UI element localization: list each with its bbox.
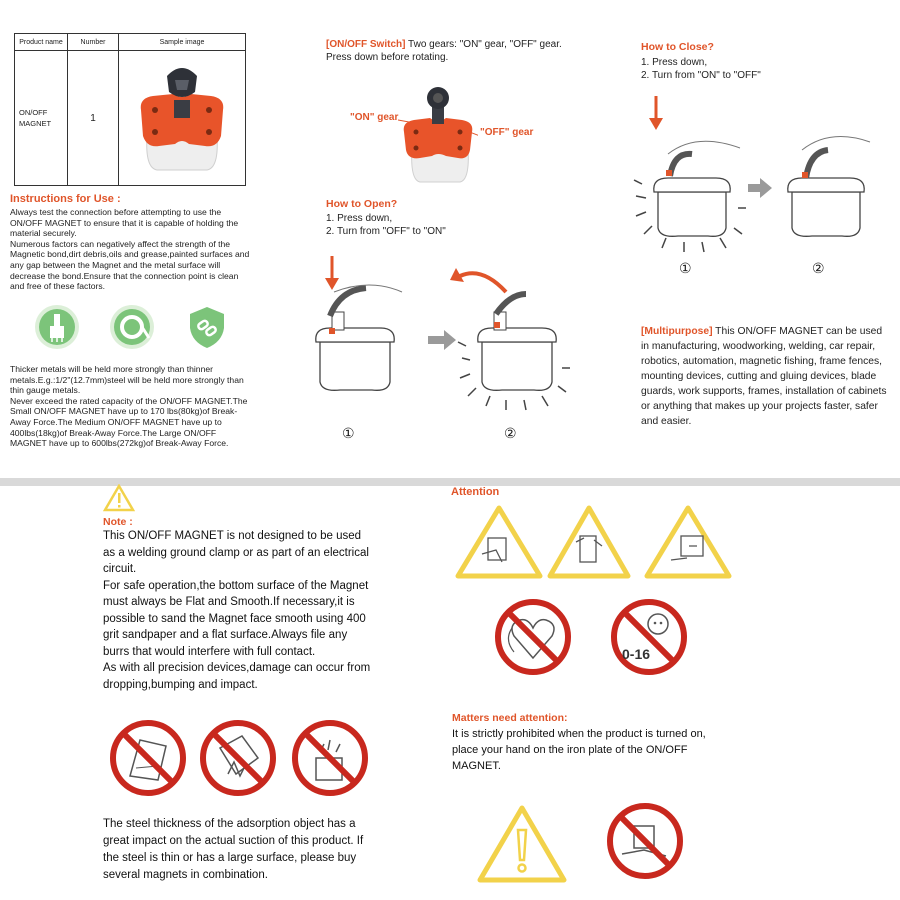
warning-device-icon bbox=[544, 502, 634, 582]
tape-roll-icon bbox=[109, 304, 155, 350]
instructions-paragraph-2: Numerous factors can negatively affect the strength of the Magnetic bond,dirt debris,oils and grease,painted surfaces and any gap between the Magnet and the metal surface will decrease the bond.Ensure that the connection point is clean and free of these factors. bbox=[10, 238, 250, 292]
warning-exclamation-icon bbox=[474, 802, 570, 886]
no-impact-icon bbox=[290, 718, 370, 798]
magnet-product-image bbox=[127, 58, 237, 178]
open-step-1: 1. Press down, bbox=[326, 213, 393, 224]
note-text bbox=[103, 528, 375, 693]
off-gear-label: "OFF" gear bbox=[480, 127, 534, 138]
instructions-paragraph-4: Never exceed the rated capacity of the ON/OFF MAGNET.The Small ON/OFF MAGNET have up to 170 lbs(80kg)of Break-Away Force.The Medium ON/OFF MAGNET have up to 400lbs(18kg)of Break-Away Force.The Large ON/OFF MAGNET have up to 600lbs(272kg)of Break-Away Force. bbox=[10, 395, 248, 449]
multipurpose-body: This ON/OFF MAGNET can be used in manufacturing, woodworking, welding, car repair, robotics, automation, magnetic fishing, frame fences, mounting devices, cutting and gluing devices, blade guards, work supports, frames, installation of cabinets or anything that makes up your projects faster, safer and easier. bbox=[641, 326, 887, 427]
spec-number: 1 bbox=[68, 51, 119, 186]
note-paragraph-3: As with all precision devices,damage can occur from dropping,bumping and impact. bbox=[103, 662, 371, 691]
spec-product-name bbox=[15, 51, 68, 186]
note-heading: Note : bbox=[103, 516, 133, 528]
panel-separator bbox=[0, 478, 900, 486]
on-gear-label: "ON" gear bbox=[350, 112, 399, 123]
capacity-text bbox=[10, 364, 250, 449]
switch-info bbox=[326, 38, 576, 64]
switch-tag: [ON/OFF Switch] bbox=[326, 39, 406, 50]
matters-text: It is strictly prohibited when the product is turned on, place your hand on the iron plate of the ON/OFF MAGNET. bbox=[452, 728, 706, 772]
bottom-panel bbox=[0, 486, 900, 900]
open-step-2: 2. Turn from "OFF" to "ON" bbox=[326, 226, 446, 237]
no-dropping-icon bbox=[108, 718, 188, 798]
close-illustration bbox=[630, 92, 880, 262]
spec-sample-image bbox=[119, 51, 246, 186]
open-step-label-1: ① bbox=[342, 425, 355, 441]
close-heading: How to Close? bbox=[641, 41, 714, 53]
instructions-text bbox=[10, 207, 250, 292]
matters-heading: Matters need attention: bbox=[452, 712, 568, 724]
spec-header-product: Product name bbox=[15, 34, 68, 51]
attention-heading: Attention bbox=[451, 486, 500, 498]
multipurpose-text bbox=[641, 324, 891, 429]
switch-text-2: Press down before rotating. bbox=[326, 52, 449, 63]
switch-text-1: Two gears: "ON" gear, "OFF" gear. bbox=[405, 39, 562, 50]
note-paragraph-2: For safe operation,the bottom surface of the Magnet must always be Flat and Smooth.If necessary,it is possible to sand the Magnet face smooth using 400 grit sandpaper and a flat surface.Always file any burrs that would interfere with full contact. bbox=[103, 579, 369, 658]
instructions-heading: Instructions for Use : bbox=[10, 193, 121, 205]
open-heading: How to Open? bbox=[326, 198, 398, 210]
close-step-1: 1. Press down, bbox=[641, 57, 708, 68]
shield-link-icon bbox=[184, 304, 230, 350]
open-steps bbox=[326, 212, 526, 238]
open-step-label-2: ② bbox=[504, 425, 517, 441]
warning-hand-icon bbox=[452, 502, 546, 582]
close-steps bbox=[641, 56, 841, 82]
open-illustration bbox=[310, 250, 570, 430]
close-step-2: 2. Turn from "ON" to "OFF" bbox=[641, 70, 761, 81]
spec-table bbox=[14, 33, 246, 186]
multipurpose-tag: [Multipurpose] bbox=[641, 326, 713, 337]
instructions-paragraph-3: Thicker metals will be held more strongly than thinner metals.E.g.:1/2"(12.7mm)steel will be held more strongly than thin gauge metals. bbox=[10, 364, 244, 396]
warning-icon bbox=[103, 484, 135, 512]
no-children-icon bbox=[608, 596, 690, 678]
note-paragraph-1: This ON/OFF MAGNET is not designed to be used as a welding ground clamp or as part of an electrical circuit. bbox=[103, 530, 369, 575]
close-step-label-1: ① bbox=[679, 260, 692, 276]
no-bumping-icon bbox=[198, 718, 278, 798]
spec-product-name-text: ON/OFF MAGNET bbox=[19, 108, 52, 128]
instruction-icons bbox=[34, 304, 234, 354]
no-pacemaker-icon bbox=[492, 596, 574, 678]
gear-diagram bbox=[398, 86, 478, 186]
steel-note: The steel thickness of the adsorption object has a great impact on the actual suction of this product. If the steel is thin or has a large surface, please buy several magnets in combination. bbox=[103, 818, 364, 881]
close-step-label-2: ② bbox=[812, 260, 825, 276]
instructions-paragraph-1: Always test the connection before attempting to use the ON/OFF MAGNET to ensure that it is capable of holding the material securely. bbox=[10, 207, 239, 239]
no-hand-on-plate-icon bbox=[604, 800, 686, 882]
warning-box-icon bbox=[641, 502, 735, 582]
spec-header-number: Number bbox=[68, 34, 119, 51]
brush-clean-icon bbox=[34, 304, 80, 350]
age-label: 0-16 bbox=[622, 646, 651, 662]
spec-header-image: Sample image bbox=[119, 34, 246, 51]
